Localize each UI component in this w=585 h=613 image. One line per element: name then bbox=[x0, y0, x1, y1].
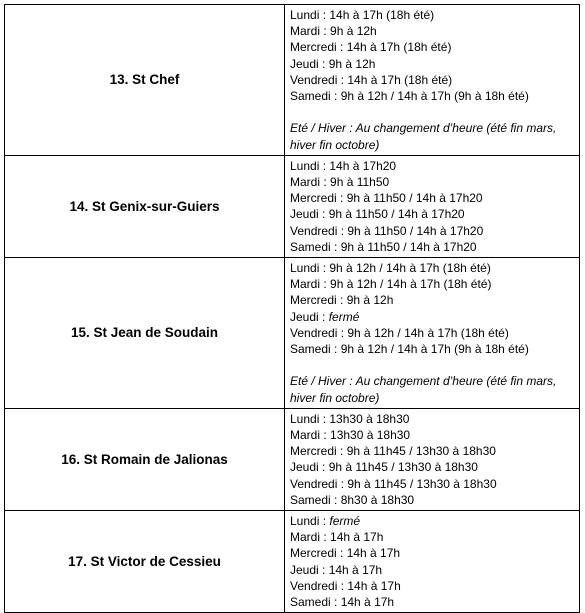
day-label: Samedi : bbox=[290, 89, 341, 104]
hours-value: 9h à 12h / 14h à 17h (18h été) bbox=[330, 277, 492, 292]
day-label: Mercredi : bbox=[290, 191, 347, 206]
day-label: Samedi : bbox=[290, 595, 341, 610]
day-label: Vendredi : bbox=[290, 325, 348, 340]
hours-value: 9h à 12h bbox=[330, 24, 377, 39]
hours-line bbox=[290, 594, 579, 610]
season-note: Eté / Hiver : Au changement d’heure (été fin mars, hiver fin octobre) bbox=[290, 121, 557, 152]
opening-hours bbox=[285, 5, 579, 155]
spacer bbox=[290, 357, 579, 373]
hours-value: 14h à 17h (18h été) bbox=[347, 72, 453, 87]
hours-value: 13h30 à 18h30 bbox=[329, 411, 410, 426]
day-label: Lundi : bbox=[290, 158, 330, 173]
hours-line bbox=[290, 7, 579, 23]
hours-value: 14h à 17h bbox=[328, 562, 383, 577]
day-label: Mercredi : bbox=[290, 444, 347, 459]
day-label: Samedi : bbox=[290, 492, 341, 507]
day-label: Jeudi : bbox=[290, 562, 329, 577]
hours-value: 14h à 17h bbox=[346, 546, 401, 561]
day-label: Lundi : bbox=[290, 411, 330, 426]
hours-value: 9h à 12h / 14h à 17h (9h à 18h été) bbox=[340, 89, 529, 104]
hours-value: 9h à 11h45 / 13h30 à 18h30 bbox=[346, 444, 496, 459]
day-label: Mercredi : bbox=[290, 546, 347, 561]
hours-line bbox=[290, 88, 579, 104]
day-label: Mardi : bbox=[290, 530, 331, 545]
hours-value: 14h à 17h20 bbox=[329, 158, 397, 173]
opening-hours bbox=[285, 511, 579, 612]
day-label: Mardi : bbox=[290, 24, 331, 39]
opening-hours bbox=[285, 258, 579, 408]
day-label: Vendredi : bbox=[290, 476, 348, 491]
opening-hours-table bbox=[4, 4, 580, 613]
day-label: Jeudi : bbox=[290, 207, 329, 222]
site-name: 13. St Chef bbox=[5, 5, 285, 155]
hours-line bbox=[290, 545, 579, 561]
hours-value: 9h à 11h50 / 14h à 17h20 bbox=[340, 239, 477, 254]
hours-line bbox=[290, 309, 579, 325]
table-row bbox=[4, 156, 580, 258]
season-note: Eté / Hiver : Au changement d’heure (été fin mars, hiver fin octobre) bbox=[290, 374, 557, 405]
day-label: Jeudi : bbox=[290, 460, 329, 475]
table-row bbox=[4, 258, 580, 409]
day-label: Vendredi : bbox=[290, 223, 348, 238]
hours-line bbox=[290, 206, 579, 222]
day-label: Mercredi : bbox=[290, 40, 347, 55]
hours-line bbox=[290, 325, 579, 341]
hours-value: 8h30 à 18h30 bbox=[340, 492, 415, 507]
hours-line bbox=[290, 411, 579, 427]
hours-line bbox=[290, 23, 579, 39]
hours-line bbox=[290, 459, 579, 475]
hours-value: fermé bbox=[328, 309, 360, 324]
hours-value: fermé bbox=[329, 514, 361, 529]
day-label: Jeudi : bbox=[290, 309, 329, 324]
day-label: Mardi : bbox=[290, 175, 331, 190]
day-label: Vendredi : bbox=[290, 72, 348, 87]
hours-line bbox=[290, 174, 579, 190]
hours-line bbox=[290, 158, 579, 174]
hours-value: 9h à 11h50 / 14h à 17h20 bbox=[347, 223, 484, 238]
hours-value: 9h à 11h50 / 14h à 17h20 bbox=[328, 207, 465, 222]
hours-line bbox=[290, 223, 579, 239]
hours-value: 9h à 12h / 14h à 17h (9h à 18h été) bbox=[340, 342, 529, 357]
hours-line bbox=[290, 190, 579, 206]
hours-line bbox=[290, 72, 579, 88]
day-label: Mardi : bbox=[290, 428, 331, 443]
site-name: 14. St Genix-sur-Guiers bbox=[5, 156, 285, 257]
table-row bbox=[4, 4, 580, 156]
hours-value: 9h à 12h / 14h à 17h (18h été) bbox=[329, 261, 491, 276]
day-label: Jeudi : bbox=[290, 56, 329, 71]
day-label: Lundi : bbox=[290, 261, 330, 276]
hours-line bbox=[290, 276, 579, 292]
hours-value: 9h à 11h45 / 13h30 à 18h30 bbox=[328, 460, 478, 475]
hours-value: 14h à 17h (18h été) bbox=[346, 40, 452, 55]
hours-value: 9h à 12h bbox=[328, 56, 376, 71]
day-label: Lundi : bbox=[290, 514, 330, 529]
hours-line bbox=[290, 476, 579, 492]
day-label: Samedi : bbox=[290, 239, 341, 254]
hours-value: 14h à 17h bbox=[330, 530, 384, 545]
hours-value: 9h à 12h bbox=[346, 293, 394, 308]
spacer bbox=[290, 104, 579, 120]
hours-value: 9h à 11h45 / 13h30 à 18h30 bbox=[347, 476, 497, 491]
hours-line bbox=[290, 578, 579, 594]
hours-line bbox=[290, 39, 579, 55]
hours-line bbox=[290, 427, 579, 443]
hours-value: 9h à 11h50 bbox=[330, 175, 390, 190]
site-name: 17. St Victor de Cessieu bbox=[5, 511, 285, 612]
day-label: Mardi : bbox=[290, 277, 331, 292]
hours-value: 9h à 11h50 / 14h à 17h20 bbox=[346, 191, 483, 206]
hours-line bbox=[290, 56, 579, 72]
day-label: Vendredi : bbox=[290, 578, 348, 593]
opening-hours bbox=[285, 156, 579, 257]
hours-value: 14h à 17h (18h été) bbox=[329, 8, 435, 22]
hours-line bbox=[290, 443, 579, 459]
hours-value: 14h à 17h bbox=[340, 595, 395, 610]
hours-line bbox=[290, 341, 579, 357]
day-label: Samedi : bbox=[290, 342, 341, 357]
hours-line bbox=[290, 492, 579, 508]
day-label: Mercredi : bbox=[290, 293, 347, 308]
hours-line bbox=[290, 513, 579, 529]
site-name: 15. St Jean de Soudain bbox=[5, 258, 285, 408]
hours-line bbox=[290, 239, 579, 255]
hours-line bbox=[290, 562, 579, 578]
hours-line bbox=[290, 260, 579, 276]
opening-hours bbox=[285, 409, 579, 510]
hours-value: 13h30 à 18h30 bbox=[330, 428, 411, 443]
hours-value: 9h à 12h / 14h à 17h (18h été) bbox=[347, 325, 509, 340]
hours-line bbox=[290, 292, 579, 308]
day-label: Lundi : bbox=[290, 8, 330, 22]
hours-value: 14h à 17h bbox=[347, 578, 401, 593]
table-row bbox=[4, 409, 580, 511]
site-name: 16. St Romain de Jalionas bbox=[5, 409, 285, 510]
hours-line bbox=[290, 529, 579, 545]
